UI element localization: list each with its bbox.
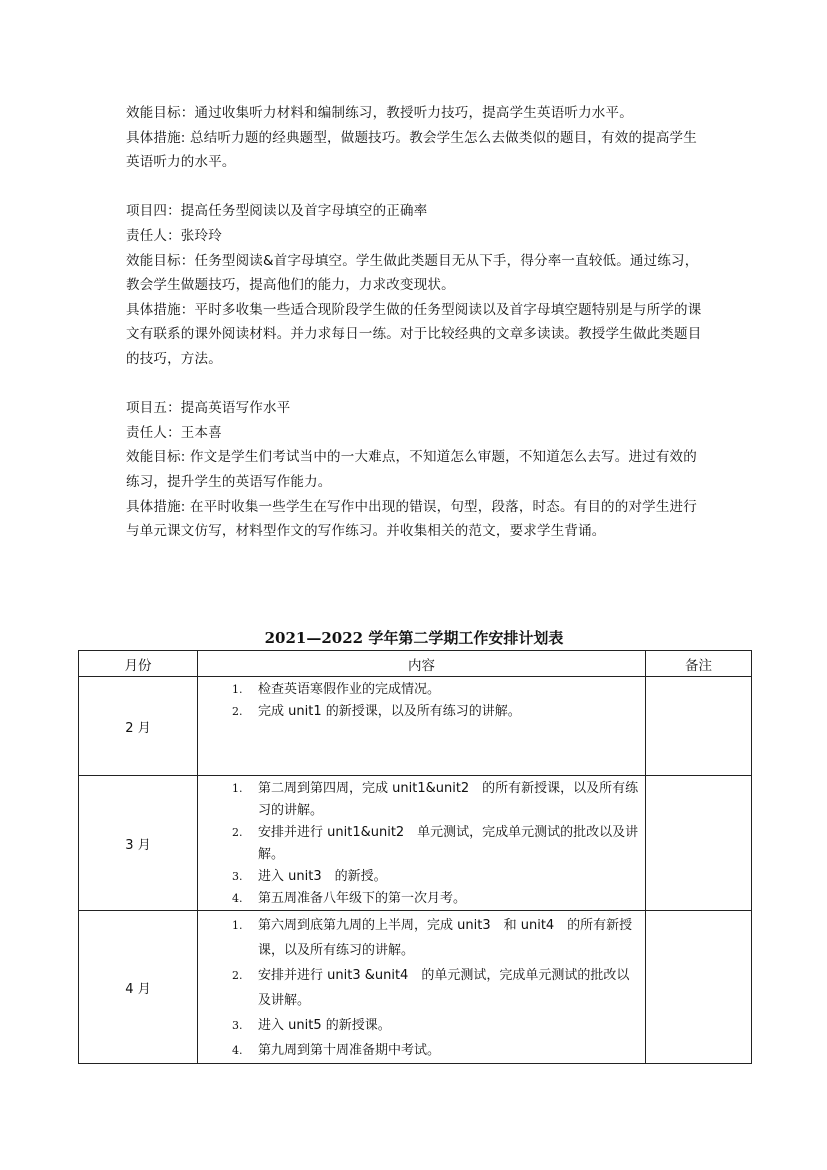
item-text: 第五周准备八年级下的第一次月考。: [258, 891, 467, 906]
project-five-goal: 效能目标: 作文是学生们考试当中的一大难点，不知道怎么审题，不知道怎么去写。进过有效的练习，提升学生的英语写作能力。: [126, 449, 697, 490]
note-cell: [646, 911, 752, 1064]
item-text: 第九周到第十周准备期中考试。: [258, 1043, 441, 1058]
project-four-measures: 具体措施：平时多收集一些适合现阶段学生做的任务型阅读以及首字母填空题特别是与所学的课文有联系的课外阅读材料。并力求每日一练。对于比较经典的文章多读读。教授学生做此类题目的技巧，方法。: [126, 301, 702, 367]
table-row: [79, 776, 752, 911]
header-content: 内容: [198, 651, 646, 677]
list-item: [198, 1013, 639, 1038]
item-text: 检查英语寒假作业的完成情况。: [258, 682, 441, 697]
task-list: [198, 913, 639, 1063]
list-item: [198, 822, 639, 866]
content-cell: [198, 911, 646, 1064]
project-five-title: 项目五：提高英语写作水平: [126, 400, 291, 417]
work-plan-table: [78, 650, 752, 1064]
list-item: [198, 913, 639, 963]
paragraph-goal-listening: 效能目标：通过收集听力材料和编制练习，教授听力技巧，提高学生英语听力水平。: [126, 105, 633, 121]
item-text: 安排并进行 unit1&unit2 单元测试，完成单元测试的批改以及讲解。: [258, 825, 639, 862]
item-text: 进入 unit3 的新授。: [258, 869, 387, 884]
table-row: [79, 677, 752, 776]
item-text: 第二周到第四周，完成 unit1&unit2 的所有新授课，以及所有练习的讲解。: [258, 781, 639, 818]
list-item: [198, 701, 639, 723]
item-text: 进入 unit5 的新授课。: [258, 1018, 391, 1033]
project-five-owner: 责任人：王本喜: [126, 424, 222, 441]
item-number: 2.: [232, 705, 243, 718]
item-number: 1.: [232, 782, 243, 795]
content-cell: [198, 677, 646, 776]
month-cell: 4 月: [79, 911, 198, 1064]
table-row: [79, 911, 752, 1064]
list-item: [198, 1038, 639, 1063]
paragraph-spacer: [126, 175, 706, 200]
item-number: 1.: [232, 683, 243, 696]
list-item: [198, 888, 639, 910]
note-cell: [646, 677, 752, 776]
list-item: [198, 778, 639, 822]
task-list: [198, 679, 639, 723]
table-title: 2021—2022 学年第二学期工作安排计划表: [264, 629, 564, 647]
project-four-owner: 责任人：张玲玲: [126, 227, 222, 244]
item-number: 3.: [232, 1019, 243, 1032]
item-number: 4.: [232, 1044, 243, 1057]
paragraph-spacer: [126, 372, 706, 397]
item-number: 3.: [232, 870, 243, 883]
month-cell: 2 月: [79, 677, 198, 776]
item-number: 1.: [232, 919, 243, 932]
item-number: 2.: [232, 969, 243, 982]
month-cell: 3 月: [79, 776, 198, 911]
task-list: [198, 778, 639, 910]
item-number: 4.: [232, 892, 243, 905]
item-text: 第六周到底第九周的上半周，完成 unit3 和 unit4 的所有新授课，以及所有练习的讲解。: [258, 918, 633, 958]
list-item: [198, 963, 639, 1013]
project-five-measures: 具体措施: 在平时收集一些学生在写作中出现的错误，句型，段落，时态。有目的的对学生进行与单元课文仿写，材料型作文的写作练习。并收集相关的范文，要求学生背诵。: [126, 498, 697, 540]
body-text: [126, 101, 706, 544]
item-text: 安排并进行 unit3 &unit4 的单元测试，完成单元测试的批改以及讲解。: [258, 968, 630, 1008]
project-four-goal: 效能目标：任务型阅读&首字母填空。学生做此类题目无从下手，得分率一直较低。通过练习，教会学生做题技巧，提高他们的能力，力求改变现状。: [126, 252, 699, 294]
list-item: [198, 679, 639, 701]
paragraph-measures-listening: 具体措施: 总结听力题的经典题型，做题技巧。教会学生怎么去做类似的题目，有效的提高学生英语听力的水平。: [126, 129, 697, 171]
header-note: 备注: [646, 651, 752, 677]
header-month: 月份: [79, 651, 198, 677]
note-cell: [646, 776, 752, 911]
item-text: 完成 unit1 的新授课，以及所有练习的讲解。: [258, 704, 521, 719]
item-number: 2.: [232, 826, 243, 839]
table-header-row: [79, 651, 752, 677]
content-cell: [198, 776, 646, 911]
list-item: [198, 866, 639, 888]
project-four-title: 项目四：提高任务型阅读以及首字母填空的正确率: [126, 203, 428, 220]
